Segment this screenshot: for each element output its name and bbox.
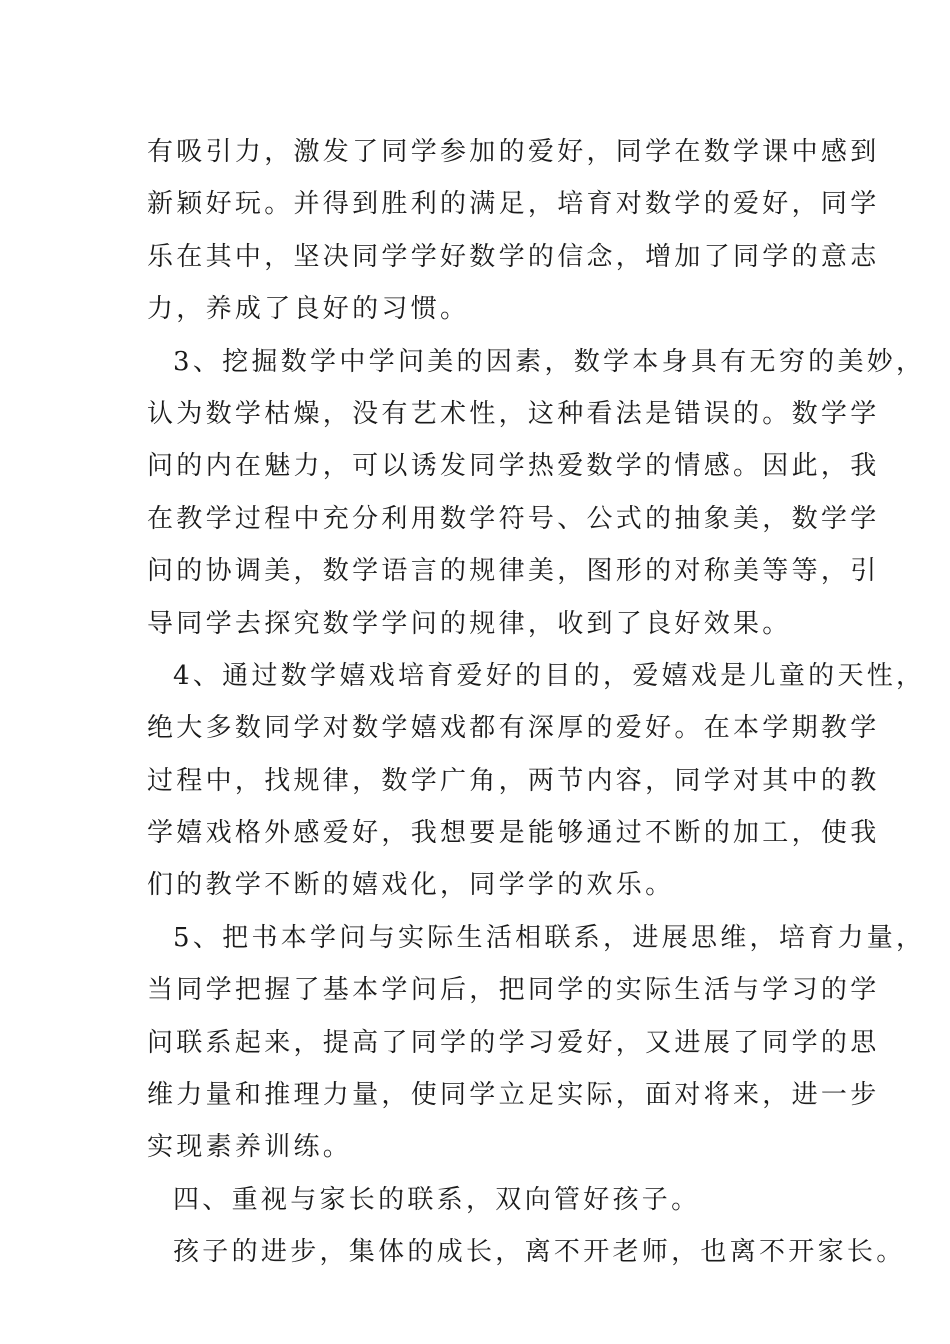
paragraph-start-5: 5、把书本学问与实际生活相联系，进展思维，培育力量， [173, 922, 926, 953]
text-line: 问联系起来，提高了同学的学习爱好，又进展了同学的思 [147, 1027, 880, 1058]
text-line: 认为数学枯燥，没有艺术性，这种看法是错误的。数学学 [147, 398, 880, 429]
text-line: 有吸引力，激发了同学参加的爱好，同学在数学课中感到 [147, 137, 880, 167]
text-line: 们的教学不断的嬉戏化，同学学的欢乐。 [147, 870, 675, 901]
text-line: 实现素养训练。 [147, 1132, 353, 1163]
text-line: 新颖好玩。并得到胜利的满足，培育对数学的爱好，同学 [147, 189, 880, 220]
text-line: 当同学把握了基本学问后，把同学的实际生活与学习的学 [147, 975, 880, 1006]
text-line: 力，养成了良好的习惯。 [147, 294, 470, 325]
document-body [147, 126, 926, 1279]
text-line: 问的内在魅力，可以诱发同学热爱数学的情感。因此，我 [147, 451, 880, 482]
text-line: 问的协调美，数学语言的规律美，图形的对称美等等，引 [147, 556, 880, 587]
text-line: 乐在其中，坚决同学学好数学的信念，增加了同学的意志 [147, 241, 880, 272]
text-line: 维力量和推理力量，使同学立足实际，面对将来，进一步 [147, 1080, 880, 1111]
section-heading-4: 四、重视与家长的联系，双向管好孩子。 [173, 1184, 701, 1215]
text-line: 绝大多数同学对数学嬉戏都有深厚的爱好。在本学期教学 [147, 713, 880, 744]
paragraph-start-4: 4、通过数学嬉戏培育爱好的目的，爱嬉戏是儿童的天性， [173, 660, 926, 691]
text-line: 导同学去探究数学学问的规律，收到了良好效果。 [147, 608, 792, 639]
text-line: 在教学过程中充分利用数学符号、公式的抽象美，数学学 [147, 503, 880, 534]
text-line: 学嬉戏格外感爱好，我想要是能够通过不断的加工，使我 [147, 818, 880, 849]
text-line: 过程中，找规律，数学广角，两节内容，同学对其中的教 [147, 765, 880, 796]
paragraph-start: 孩子的进步，集体的成长，离不开老师，也离不开家长。 [173, 1237, 906, 1268]
paragraph-start-3: 3、挖掘数学中学问美的因素，数学本身具有无穷的美妙， [173, 346, 926, 377]
